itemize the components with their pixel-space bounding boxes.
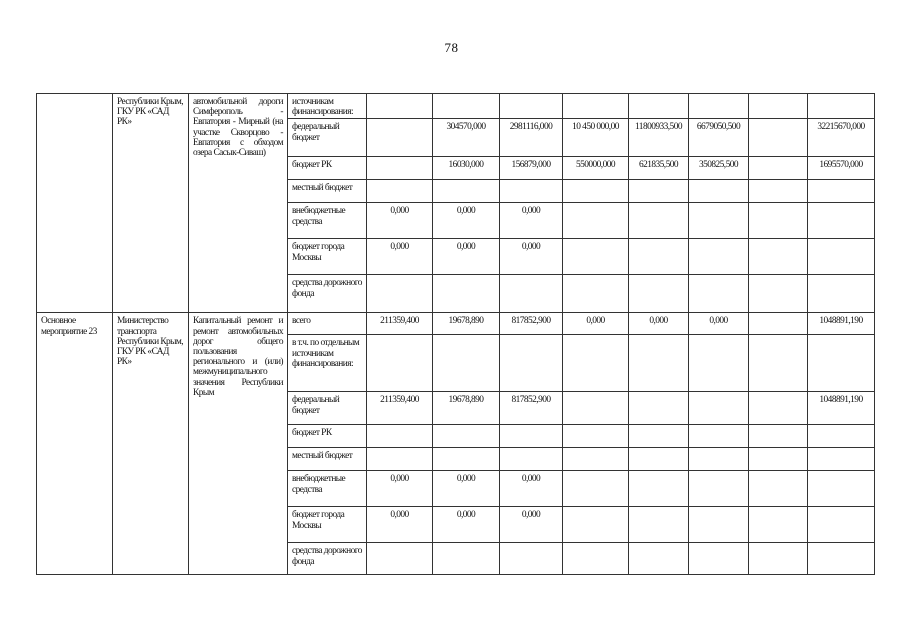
amount-cell: 156879,000	[500, 157, 563, 180]
amount-cell: 621835,500	[629, 157, 689, 180]
amount-cell	[500, 180, 563, 203]
amount-cell	[749, 392, 808, 425]
amount-cell	[749, 448, 808, 471]
amount-cell	[808, 180, 875, 203]
amount-cell	[749, 180, 808, 203]
funding-source-cell: всего	[288, 313, 367, 335]
amount-cell	[433, 543, 500, 575]
amount-cell: 817852,900	[500, 313, 563, 335]
amount-cell	[808, 239, 875, 275]
amount-cell: 10 450 000,00	[563, 119, 629, 157]
funding-source-cell: бюджет города Москвы	[288, 507, 367, 543]
page-number: 78	[444, 40, 459, 55]
amount-cell: 550000,000	[563, 157, 629, 180]
amount-cell	[749, 425, 808, 448]
amount-cell: 19678,890	[433, 313, 500, 335]
amount-cell	[367, 335, 433, 392]
amount-cell	[563, 543, 629, 575]
amount-cell	[689, 392, 749, 425]
amount-cell: 32215670,000	[808, 119, 875, 157]
amount-cell	[808, 94, 875, 119]
amount-cell	[749, 94, 808, 119]
amount-cell	[749, 239, 808, 275]
amount-cell	[808, 471, 875, 507]
funding-source-cell: федеральный бюджет	[288, 119, 367, 157]
funding-source-cell: местный бюджет	[288, 448, 367, 471]
amount-cell	[563, 180, 629, 203]
funding-source-cell: средства дорожного фонда	[288, 275, 367, 313]
amount-cell	[629, 335, 689, 392]
amount-cell	[689, 471, 749, 507]
amount-cell	[629, 448, 689, 471]
amount-cell: 0,000	[433, 203, 500, 239]
amount-cell	[367, 425, 433, 448]
amount-cell: 0,000	[500, 239, 563, 275]
amount-cell	[629, 471, 689, 507]
amount-cell	[749, 203, 808, 239]
measure-description-cell: Капитальный ремонт и ремонт автомобильных дорог общего пользования регионального и (или) межмуниципального значения Республики Крым	[189, 313, 288, 575]
amount-cell	[689, 239, 749, 275]
amount-cell	[367, 275, 433, 313]
amount-cell: 1048891,190	[808, 392, 875, 425]
amount-cell	[563, 335, 629, 392]
amount-cell	[563, 471, 629, 507]
amount-cell	[808, 335, 875, 392]
funding-source-cell: бюджет РК	[288, 157, 367, 180]
amount-cell	[563, 448, 629, 471]
amount-cell	[808, 507, 875, 543]
funding-source-cell: внебюджетные средства	[288, 471, 367, 507]
activity-name-cell	[37, 94, 113, 313]
amount-cell	[808, 203, 875, 239]
amount-cell: 1695570,000	[808, 157, 875, 180]
amount-cell	[749, 119, 808, 157]
amount-cell	[689, 275, 749, 313]
activity-name-cell: Основное мероприятие 23	[37, 313, 113, 575]
amount-cell	[500, 448, 563, 471]
amount-cell	[500, 275, 563, 313]
amount-cell	[500, 94, 563, 119]
amount-cell	[629, 203, 689, 239]
amount-cell	[749, 313, 808, 335]
funding-source-cell: местный бюджет	[288, 180, 367, 203]
amount-cell	[689, 507, 749, 543]
amount-cell	[367, 180, 433, 203]
amount-cell: 817852,900	[500, 392, 563, 425]
amount-cell	[629, 180, 689, 203]
amount-cell: 350825,500	[689, 157, 749, 180]
amount-cell	[629, 543, 689, 575]
amount-cell	[563, 94, 629, 119]
funding-source-cell: источникам финансирования:	[288, 94, 367, 119]
funding-source-cell: средства дорожного фонда	[288, 543, 367, 575]
amount-cell	[808, 275, 875, 313]
amount-cell	[749, 157, 808, 180]
amount-cell	[749, 471, 808, 507]
amount-cell	[749, 543, 808, 575]
amount-cell	[367, 94, 433, 119]
amount-cell	[689, 335, 749, 392]
amount-cell: 0,000	[433, 471, 500, 507]
amount-cell	[433, 425, 500, 448]
funding-source-cell: бюджет РК	[288, 425, 367, 448]
funding-source-cell: внебюджетные средства	[288, 203, 367, 239]
amount-cell: 0,000	[433, 239, 500, 275]
measure-description-cell: автомобильной дороги Симферополь - Евпатория - Мирный (на участке Скворцово - Евпатория с обходом озера Сасык-Сиваш)	[189, 94, 288, 313]
amount-cell	[433, 180, 500, 203]
amount-cell	[749, 275, 808, 313]
amount-cell	[808, 543, 875, 575]
amount-cell	[629, 392, 689, 425]
amount-cell	[689, 203, 749, 239]
funding-source-cell: в т.ч. по отдельным источникам финансирования:	[288, 335, 367, 392]
amount-cell: 211359,400	[367, 392, 433, 425]
amount-cell	[689, 425, 749, 448]
amount-cell	[433, 275, 500, 313]
amount-cell	[629, 507, 689, 543]
amount-cell: 0,000	[367, 239, 433, 275]
amount-cell: 0,000	[563, 313, 629, 335]
amount-cell	[500, 543, 563, 575]
amount-cell	[629, 94, 689, 119]
amount-cell	[500, 335, 563, 392]
amount-cell	[563, 275, 629, 313]
amount-cell	[433, 335, 500, 392]
amount-cell: 16030,000	[433, 157, 500, 180]
amount-cell	[367, 119, 433, 157]
amount-cell	[749, 507, 808, 543]
amount-cell: 0,000	[689, 313, 749, 335]
amount-cell	[689, 543, 749, 575]
amount-cell	[808, 425, 875, 448]
executor-cell: Министерство транспорта Республики Крым, ГКУ РК «САД РК»	[113, 313, 189, 575]
executor-cell: Республики Крым, ГКУ РК «САД РК»	[113, 94, 189, 313]
amount-cell: 0,000	[367, 471, 433, 507]
amount-cell	[563, 507, 629, 543]
amount-cell	[367, 448, 433, 471]
amount-cell: 304570,000	[433, 119, 500, 157]
financing-table	[36, 93, 875, 575]
amount-cell	[367, 543, 433, 575]
amount-cell	[749, 335, 808, 392]
funding-source-cell: федеральный бюджет	[288, 392, 367, 425]
amount-cell: 2981116,000	[500, 119, 563, 157]
amount-cell: 0,000	[500, 471, 563, 507]
amount-cell	[629, 275, 689, 313]
amount-cell: 0,000	[367, 507, 433, 543]
amount-cell	[689, 448, 749, 471]
amount-cell	[808, 448, 875, 471]
amount-cell	[563, 392, 629, 425]
amount-cell	[563, 239, 629, 275]
amount-cell: 19678,890	[433, 392, 500, 425]
amount-cell: 211359,400	[367, 313, 433, 335]
amount-cell: 0,000	[433, 507, 500, 543]
amount-cell: 11800933,500	[629, 119, 689, 157]
amount-cell: 6679050,500	[689, 119, 749, 157]
amount-cell	[433, 448, 500, 471]
amount-cell	[563, 425, 629, 448]
amount-cell	[500, 425, 563, 448]
amount-cell: 1048891,190	[808, 313, 875, 335]
amount-cell	[433, 94, 500, 119]
amount-cell: 0,000	[629, 313, 689, 335]
amount-cell	[629, 239, 689, 275]
amount-cell	[629, 425, 689, 448]
amount-cell: 0,000	[500, 507, 563, 543]
amount-cell	[689, 180, 749, 203]
table-row	[37, 313, 875, 335]
amount-cell: 0,000	[367, 203, 433, 239]
amount-cell	[563, 203, 629, 239]
funding-source-cell: бюджет города Москвы	[288, 239, 367, 275]
amount-cell	[367, 157, 433, 180]
amount-cell: 0,000	[500, 203, 563, 239]
amount-cell	[689, 94, 749, 119]
table-row	[37, 94, 875, 119]
